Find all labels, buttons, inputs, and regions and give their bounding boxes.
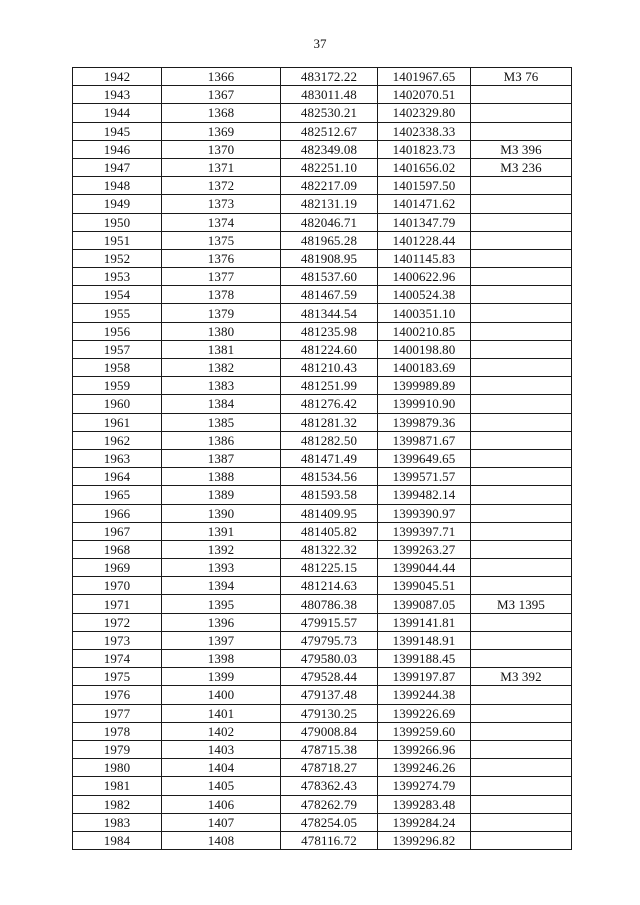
row-index-cell: 1943 xyxy=(73,86,162,104)
y-coordinate-cell: 1399274.79 xyxy=(378,777,471,795)
mark-cell xyxy=(471,740,572,758)
y-coordinate-cell: 1400524.38 xyxy=(378,286,471,304)
y-coordinate-cell: 1399246.26 xyxy=(378,759,471,777)
x-coordinate-cell: 481214.63 xyxy=(281,577,378,595)
point-number-cell: 1408 xyxy=(162,831,281,849)
point-number-cell: 1385 xyxy=(162,413,281,431)
mark-cell xyxy=(471,813,572,831)
x-coordinate-cell: 479915.57 xyxy=(281,613,378,631)
row-index-cell: 1978 xyxy=(73,722,162,740)
mark-cell xyxy=(471,413,572,431)
x-coordinate-cell: 481409.95 xyxy=(281,504,378,522)
row-index-cell: 1979 xyxy=(73,740,162,758)
y-coordinate-cell: 1401967.65 xyxy=(378,68,471,86)
mark-cell xyxy=(471,122,572,140)
row-index-cell: 1971 xyxy=(73,595,162,613)
row-index-cell: 1983 xyxy=(73,813,162,831)
x-coordinate-cell: 479580.03 xyxy=(281,650,378,668)
x-coordinate-cell: 478116.72 xyxy=(281,831,378,849)
y-coordinate-cell: 1399871.67 xyxy=(378,431,471,449)
point-number-cell: 1407 xyxy=(162,813,281,831)
y-coordinate-cell: 1399284.24 xyxy=(378,813,471,831)
mark-cell xyxy=(471,359,572,377)
point-number-cell: 1400 xyxy=(162,686,281,704)
y-coordinate-cell: 1399296.82 xyxy=(378,831,471,849)
x-coordinate-cell: 479130.25 xyxy=(281,704,378,722)
x-coordinate-cell: 481534.56 xyxy=(281,468,378,486)
row-index-cell: 1946 xyxy=(73,140,162,158)
row-index-cell: 1945 xyxy=(73,122,162,140)
mark-cell xyxy=(471,431,572,449)
y-coordinate-cell: 1399482.14 xyxy=(378,486,471,504)
table-row xyxy=(73,595,572,613)
row-index-cell: 1965 xyxy=(73,486,162,504)
row-index-cell: 1977 xyxy=(73,704,162,722)
y-coordinate-cell: 1402070.51 xyxy=(378,86,471,104)
point-number-cell: 1405 xyxy=(162,777,281,795)
table-row xyxy=(73,340,572,358)
x-coordinate-cell: 481322.32 xyxy=(281,540,378,558)
point-number-cell: 1367 xyxy=(162,86,281,104)
mark-cell xyxy=(471,686,572,704)
point-number-cell: 1378 xyxy=(162,286,281,304)
point-number-cell: 1382 xyxy=(162,359,281,377)
mark-cell xyxy=(471,704,572,722)
row-index-cell: 1981 xyxy=(73,777,162,795)
x-coordinate-cell: 481251.99 xyxy=(281,377,378,395)
point-number-cell: 1406 xyxy=(162,795,281,813)
row-index-cell: 1962 xyxy=(73,431,162,449)
point-number-cell: 1380 xyxy=(162,322,281,340)
row-index-cell: 1948 xyxy=(73,177,162,195)
y-coordinate-cell: 1399044.44 xyxy=(378,559,471,577)
table-row xyxy=(73,704,572,722)
x-coordinate-cell: 482349.08 xyxy=(281,140,378,158)
point-number-cell: 1370 xyxy=(162,140,281,158)
table-row xyxy=(73,395,572,413)
y-coordinate-cell: 1399910.90 xyxy=(378,395,471,413)
x-coordinate-cell: 481276.42 xyxy=(281,395,378,413)
x-coordinate-cell: 479137.48 xyxy=(281,686,378,704)
x-coordinate-cell: 478715.38 xyxy=(281,740,378,758)
table-row xyxy=(73,122,572,140)
point-number-cell: 1371 xyxy=(162,158,281,176)
mark-cell xyxy=(471,759,572,777)
point-number-cell: 1388 xyxy=(162,468,281,486)
table-row xyxy=(73,431,572,449)
row-index-cell: 1957 xyxy=(73,340,162,358)
y-coordinate-cell: 1401656.02 xyxy=(378,158,471,176)
x-coordinate-cell: 482512.67 xyxy=(281,122,378,140)
mark-cell xyxy=(471,395,572,413)
mark-cell xyxy=(471,377,572,395)
mark-cell xyxy=(471,722,572,740)
table-row xyxy=(73,322,572,340)
table-row xyxy=(73,249,572,267)
y-coordinate-cell: 1401823.73 xyxy=(378,140,471,158)
row-index-cell: 1960 xyxy=(73,395,162,413)
x-coordinate-cell: 478254.05 xyxy=(281,813,378,831)
y-coordinate-cell: 1399266.96 xyxy=(378,740,471,758)
table-row xyxy=(73,177,572,195)
point-number-cell: 1375 xyxy=(162,231,281,249)
y-coordinate-cell: 1399649.65 xyxy=(378,449,471,467)
row-index-cell: 1974 xyxy=(73,650,162,668)
point-number-cell: 1368 xyxy=(162,104,281,122)
row-index-cell: 1952 xyxy=(73,249,162,267)
point-number-cell: 1399 xyxy=(162,668,281,686)
point-number-cell: 1384 xyxy=(162,395,281,413)
table-row xyxy=(73,759,572,777)
x-coordinate-cell: 481471.49 xyxy=(281,449,378,467)
x-coordinate-cell: 479795.73 xyxy=(281,631,378,649)
mark-cell: МЗ 1395 xyxy=(471,595,572,613)
x-coordinate-cell: 481224.60 xyxy=(281,340,378,358)
point-number-cell: 1376 xyxy=(162,249,281,267)
mark-cell: МЗ 396 xyxy=(471,140,572,158)
y-coordinate-cell: 1400210.85 xyxy=(378,322,471,340)
point-number-cell: 1402 xyxy=(162,722,281,740)
x-coordinate-cell: 481281.32 xyxy=(281,413,378,431)
y-coordinate-cell: 1401228.44 xyxy=(378,231,471,249)
x-coordinate-cell: 481908.95 xyxy=(281,249,378,267)
point-number-cell: 1398 xyxy=(162,650,281,668)
table-row xyxy=(73,140,572,158)
point-number-cell: 1369 xyxy=(162,122,281,140)
mark-cell xyxy=(471,177,572,195)
table-row xyxy=(73,831,572,849)
point-number-cell: 1377 xyxy=(162,268,281,286)
row-index-cell: 1956 xyxy=(73,322,162,340)
mark-cell xyxy=(471,486,572,504)
x-coordinate-cell: 481210.43 xyxy=(281,359,378,377)
point-number-cell: 1392 xyxy=(162,540,281,558)
table-row xyxy=(73,268,572,286)
y-coordinate-cell: 1401347.79 xyxy=(378,213,471,231)
table-row xyxy=(73,68,572,86)
table-row xyxy=(73,668,572,686)
row-index-cell: 1967 xyxy=(73,522,162,540)
x-coordinate-cell: 482046.71 xyxy=(281,213,378,231)
row-index-cell: 1942 xyxy=(73,68,162,86)
mark-cell xyxy=(471,286,572,304)
table-row xyxy=(73,559,572,577)
x-coordinate-cell: 479528.44 xyxy=(281,668,378,686)
mark-cell xyxy=(471,104,572,122)
point-number-cell: 1396 xyxy=(162,613,281,631)
x-coordinate-cell: 483172.22 xyxy=(281,68,378,86)
mark-cell xyxy=(471,304,572,322)
x-coordinate-cell: 478262.79 xyxy=(281,795,378,813)
y-coordinate-cell: 1402338.33 xyxy=(378,122,471,140)
y-coordinate-cell: 1399087.05 xyxy=(378,595,471,613)
point-number-cell: 1389 xyxy=(162,486,281,504)
mark-cell: МЗ 392 xyxy=(471,668,572,686)
mark-cell xyxy=(471,468,572,486)
row-index-cell: 1953 xyxy=(73,268,162,286)
mark-cell xyxy=(471,322,572,340)
y-coordinate-cell: 1400351.10 xyxy=(378,304,471,322)
mark-cell xyxy=(471,268,572,286)
x-coordinate-cell: 481344.54 xyxy=(281,304,378,322)
y-coordinate-cell: 1400198.80 xyxy=(378,340,471,358)
y-coordinate-cell: 1400183.69 xyxy=(378,359,471,377)
x-coordinate-cell: 481235.98 xyxy=(281,322,378,340)
mark-cell xyxy=(471,195,572,213)
y-coordinate-cell: 1400622.96 xyxy=(378,268,471,286)
mark-cell xyxy=(471,231,572,249)
point-number-cell: 1386 xyxy=(162,431,281,449)
table-row xyxy=(73,86,572,104)
mark-cell xyxy=(471,650,572,668)
y-coordinate-cell: 1399188.45 xyxy=(378,650,471,668)
table-row xyxy=(73,522,572,540)
mark-cell xyxy=(471,577,572,595)
row-index-cell: 1959 xyxy=(73,377,162,395)
table-row xyxy=(73,486,572,504)
y-coordinate-cell: 1399989.89 xyxy=(378,377,471,395)
y-coordinate-cell: 1401145.83 xyxy=(378,249,471,267)
row-index-cell: 1982 xyxy=(73,795,162,813)
row-index-cell: 1984 xyxy=(73,831,162,849)
y-coordinate-cell: 1399259.60 xyxy=(378,722,471,740)
table-row xyxy=(73,722,572,740)
table-row xyxy=(73,795,572,813)
y-coordinate-cell: 1399879.36 xyxy=(378,413,471,431)
table-row xyxy=(73,740,572,758)
mark-cell xyxy=(471,540,572,558)
x-coordinate-cell: 482131.19 xyxy=(281,195,378,213)
row-index-cell: 1975 xyxy=(73,668,162,686)
x-coordinate-cell: 482251.10 xyxy=(281,158,378,176)
row-index-cell: 1947 xyxy=(73,158,162,176)
y-coordinate-cell: 1399244.38 xyxy=(378,686,471,704)
mark-cell xyxy=(471,522,572,540)
point-number-cell: 1381 xyxy=(162,340,281,358)
row-index-cell: 1969 xyxy=(73,559,162,577)
mark-cell xyxy=(471,795,572,813)
table-row xyxy=(73,813,572,831)
y-coordinate-cell: 1401471.62 xyxy=(378,195,471,213)
x-coordinate-cell: 478718.27 xyxy=(281,759,378,777)
y-coordinate-cell: 1399197.87 xyxy=(378,668,471,686)
page-number: 37 xyxy=(313,36,327,51)
point-number-cell: 1397 xyxy=(162,631,281,649)
point-number-cell: 1390 xyxy=(162,504,281,522)
table-row xyxy=(73,540,572,558)
point-number-cell: 1383 xyxy=(162,377,281,395)
mark-cell: МЗ 236 xyxy=(471,158,572,176)
y-coordinate-cell: 1399283.48 xyxy=(378,795,471,813)
table-row xyxy=(73,158,572,176)
mark-cell xyxy=(471,631,572,649)
table-row xyxy=(73,213,572,231)
point-number-cell: 1391 xyxy=(162,522,281,540)
mark-cell xyxy=(471,249,572,267)
point-number-cell: 1387 xyxy=(162,449,281,467)
table-row xyxy=(73,449,572,467)
x-coordinate-cell: 481282.50 xyxy=(281,431,378,449)
table-row xyxy=(73,468,572,486)
row-index-cell: 1968 xyxy=(73,540,162,558)
row-index-cell: 1961 xyxy=(73,413,162,431)
x-coordinate-cell: 478362.43 xyxy=(281,777,378,795)
table-row xyxy=(73,631,572,649)
point-number-cell: 1394 xyxy=(162,577,281,595)
y-coordinate-cell: 1399226.69 xyxy=(378,704,471,722)
table-row xyxy=(73,650,572,668)
mark-cell xyxy=(471,613,572,631)
table-row xyxy=(73,286,572,304)
y-coordinate-cell: 1399045.51 xyxy=(378,577,471,595)
row-index-cell: 1973 xyxy=(73,631,162,649)
row-index-cell: 1966 xyxy=(73,504,162,522)
x-coordinate-cell: 481537.60 xyxy=(281,268,378,286)
row-index-cell: 1954 xyxy=(73,286,162,304)
mark-cell xyxy=(471,777,572,795)
row-index-cell: 1950 xyxy=(73,213,162,231)
y-coordinate-cell: 1399148.91 xyxy=(378,631,471,649)
point-number-cell: 1404 xyxy=(162,759,281,777)
x-coordinate-cell: 481405.82 xyxy=(281,522,378,540)
row-index-cell: 1955 xyxy=(73,304,162,322)
row-index-cell: 1964 xyxy=(73,468,162,486)
table-row xyxy=(73,777,572,795)
point-number-cell: 1401 xyxy=(162,704,281,722)
y-coordinate-cell: 1399571.57 xyxy=(378,468,471,486)
point-number-cell: 1366 xyxy=(162,68,281,86)
y-coordinate-cell: 1399263.27 xyxy=(378,540,471,558)
table-body xyxy=(73,68,572,850)
mark-cell xyxy=(471,559,572,577)
x-coordinate-cell: 481965.28 xyxy=(281,231,378,249)
row-index-cell: 1963 xyxy=(73,449,162,467)
table-row xyxy=(73,504,572,522)
row-index-cell: 1976 xyxy=(73,686,162,704)
point-number-cell: 1373 xyxy=(162,195,281,213)
row-index-cell: 1958 xyxy=(73,359,162,377)
x-coordinate-cell: 480786.38 xyxy=(281,595,378,613)
table-row xyxy=(73,195,572,213)
row-index-cell: 1972 xyxy=(73,613,162,631)
row-index-cell: 1970 xyxy=(73,577,162,595)
table-row xyxy=(73,304,572,322)
row-index-cell: 1951 xyxy=(73,231,162,249)
mark-cell xyxy=(471,831,572,849)
table-row xyxy=(73,231,572,249)
table-row xyxy=(73,613,572,631)
table-row xyxy=(73,104,572,122)
y-coordinate-cell: 1399397.71 xyxy=(378,522,471,540)
point-number-cell: 1374 xyxy=(162,213,281,231)
x-coordinate-cell: 481225.15 xyxy=(281,559,378,577)
point-number-cell: 1372 xyxy=(162,177,281,195)
y-coordinate-cell: 1402329.80 xyxy=(378,104,471,122)
mark-cell xyxy=(471,504,572,522)
y-coordinate-cell: 1401597.50 xyxy=(378,177,471,195)
row-index-cell: 1949 xyxy=(73,195,162,213)
point-number-cell: 1403 xyxy=(162,740,281,758)
coordinates-table xyxy=(72,67,572,850)
mark-cell xyxy=(471,213,572,231)
x-coordinate-cell: 481593.58 xyxy=(281,486,378,504)
point-number-cell: 1395 xyxy=(162,595,281,613)
table-row xyxy=(73,577,572,595)
x-coordinate-cell: 482530.21 xyxy=(281,104,378,122)
x-coordinate-cell: 481467.59 xyxy=(281,286,378,304)
x-coordinate-cell: 483011.48 xyxy=(281,86,378,104)
row-index-cell: 1980 xyxy=(73,759,162,777)
mark-cell xyxy=(471,340,572,358)
y-coordinate-cell: 1399141.81 xyxy=(378,613,471,631)
y-coordinate-cell: 1399390.97 xyxy=(378,504,471,522)
x-coordinate-cell: 479008.84 xyxy=(281,722,378,740)
x-coordinate-cell: 482217.09 xyxy=(281,177,378,195)
table-row xyxy=(73,686,572,704)
point-number-cell: 1393 xyxy=(162,559,281,577)
point-number-cell: 1379 xyxy=(162,304,281,322)
mark-cell: МЗ 76 xyxy=(471,68,572,86)
table-row xyxy=(73,413,572,431)
mark-cell xyxy=(471,86,572,104)
table-row xyxy=(73,377,572,395)
mark-cell xyxy=(471,449,572,467)
table-row xyxy=(73,359,572,377)
row-index-cell: 1944 xyxy=(73,104,162,122)
